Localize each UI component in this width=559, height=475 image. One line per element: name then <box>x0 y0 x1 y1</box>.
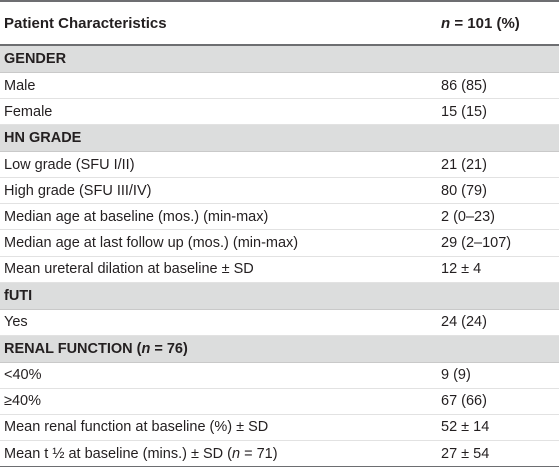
header-n: n <box>441 14 451 32</box>
row-value: 24 (24) <box>441 314 487 331</box>
row-value: 12 ± 4 <box>441 261 482 278</box>
row-label: Median age at baseline (mos.) (min-max) <box>4 208 269 225</box>
row-label: Male <box>4 77 36 94</box>
row-value: 9 (9) <box>441 367 471 384</box>
row-label: High grade (SFU III/IV) <box>4 182 152 199</box>
header-count <box>441 15 559 32</box>
section-title: HN GRADE <box>4 130 82 147</box>
row-label-prefix: Mean t ½ at baseline (mins.) ± SD ( <box>4 445 232 462</box>
table-row <box>0 230 559 256</box>
table-row <box>0 389 559 415</box>
table-row <box>0 178 559 204</box>
row-value: 21 (21) <box>441 156 487 173</box>
table-row <box>0 152 559 178</box>
row-value: 29 (2–107) <box>441 235 512 252</box>
table-row <box>0 99 559 125</box>
row-label: Mean ureteral dilation at baseline ± SD <box>4 261 254 278</box>
row-value: 2 (0–23) <box>441 208 496 225</box>
section-title: GENDER <box>4 51 67 67</box>
section-title-prefix: RENAL FUNCTION ( <box>4 340 142 357</box>
row-label: Yes <box>4 314 28 331</box>
section-title-suffix: = 76) <box>150 340 188 357</box>
table-row <box>0 310 559 336</box>
row-label: Median age at last follow up (mos.) (min-max) <box>4 235 299 252</box>
row-label: Mean renal function at baseline (%) ± SD <box>4 419 269 436</box>
row-label: <40% <box>4 367 42 384</box>
row-label: Female <box>4 103 53 120</box>
section-title: fUTI <box>4 287 33 304</box>
section-title-n: n <box>141 340 151 357</box>
row-value: 52 ± 14 <box>441 419 490 436</box>
header-count-rest: = 101 (%) <box>450 14 520 32</box>
section-renal-function <box>0 336 559 363</box>
row-value: 67 (66) <box>441 393 487 410</box>
table-row <box>0 204 559 230</box>
row-value: 27 ± 54 <box>441 445 490 462</box>
row-label: ≥40% <box>4 393 41 410</box>
section-title <box>0 341 441 357</box>
table-row <box>0 363 559 389</box>
row-label-n: n <box>231 445 241 462</box>
table-row <box>0 415 559 441</box>
table-row <box>0 257 559 283</box>
row-value: 15 (15) <box>441 103 487 120</box>
section-futi <box>0 283 559 310</box>
table-row <box>0 73 559 99</box>
section-hn-grade <box>0 125 559 152</box>
table-header <box>0 2 559 46</box>
row-label-suffix: = 71) <box>240 445 278 462</box>
row-value: 80 (79) <box>441 182 487 199</box>
header-characteristics: Patient Characteristics <box>4 14 167 32</box>
section-gender <box>0 46 559 73</box>
row-value: 86 (85) <box>441 77 487 94</box>
row-label <box>0 446 441 462</box>
row-label: Low grade (SFU I/II) <box>4 156 135 173</box>
table-row <box>0 441 559 467</box>
